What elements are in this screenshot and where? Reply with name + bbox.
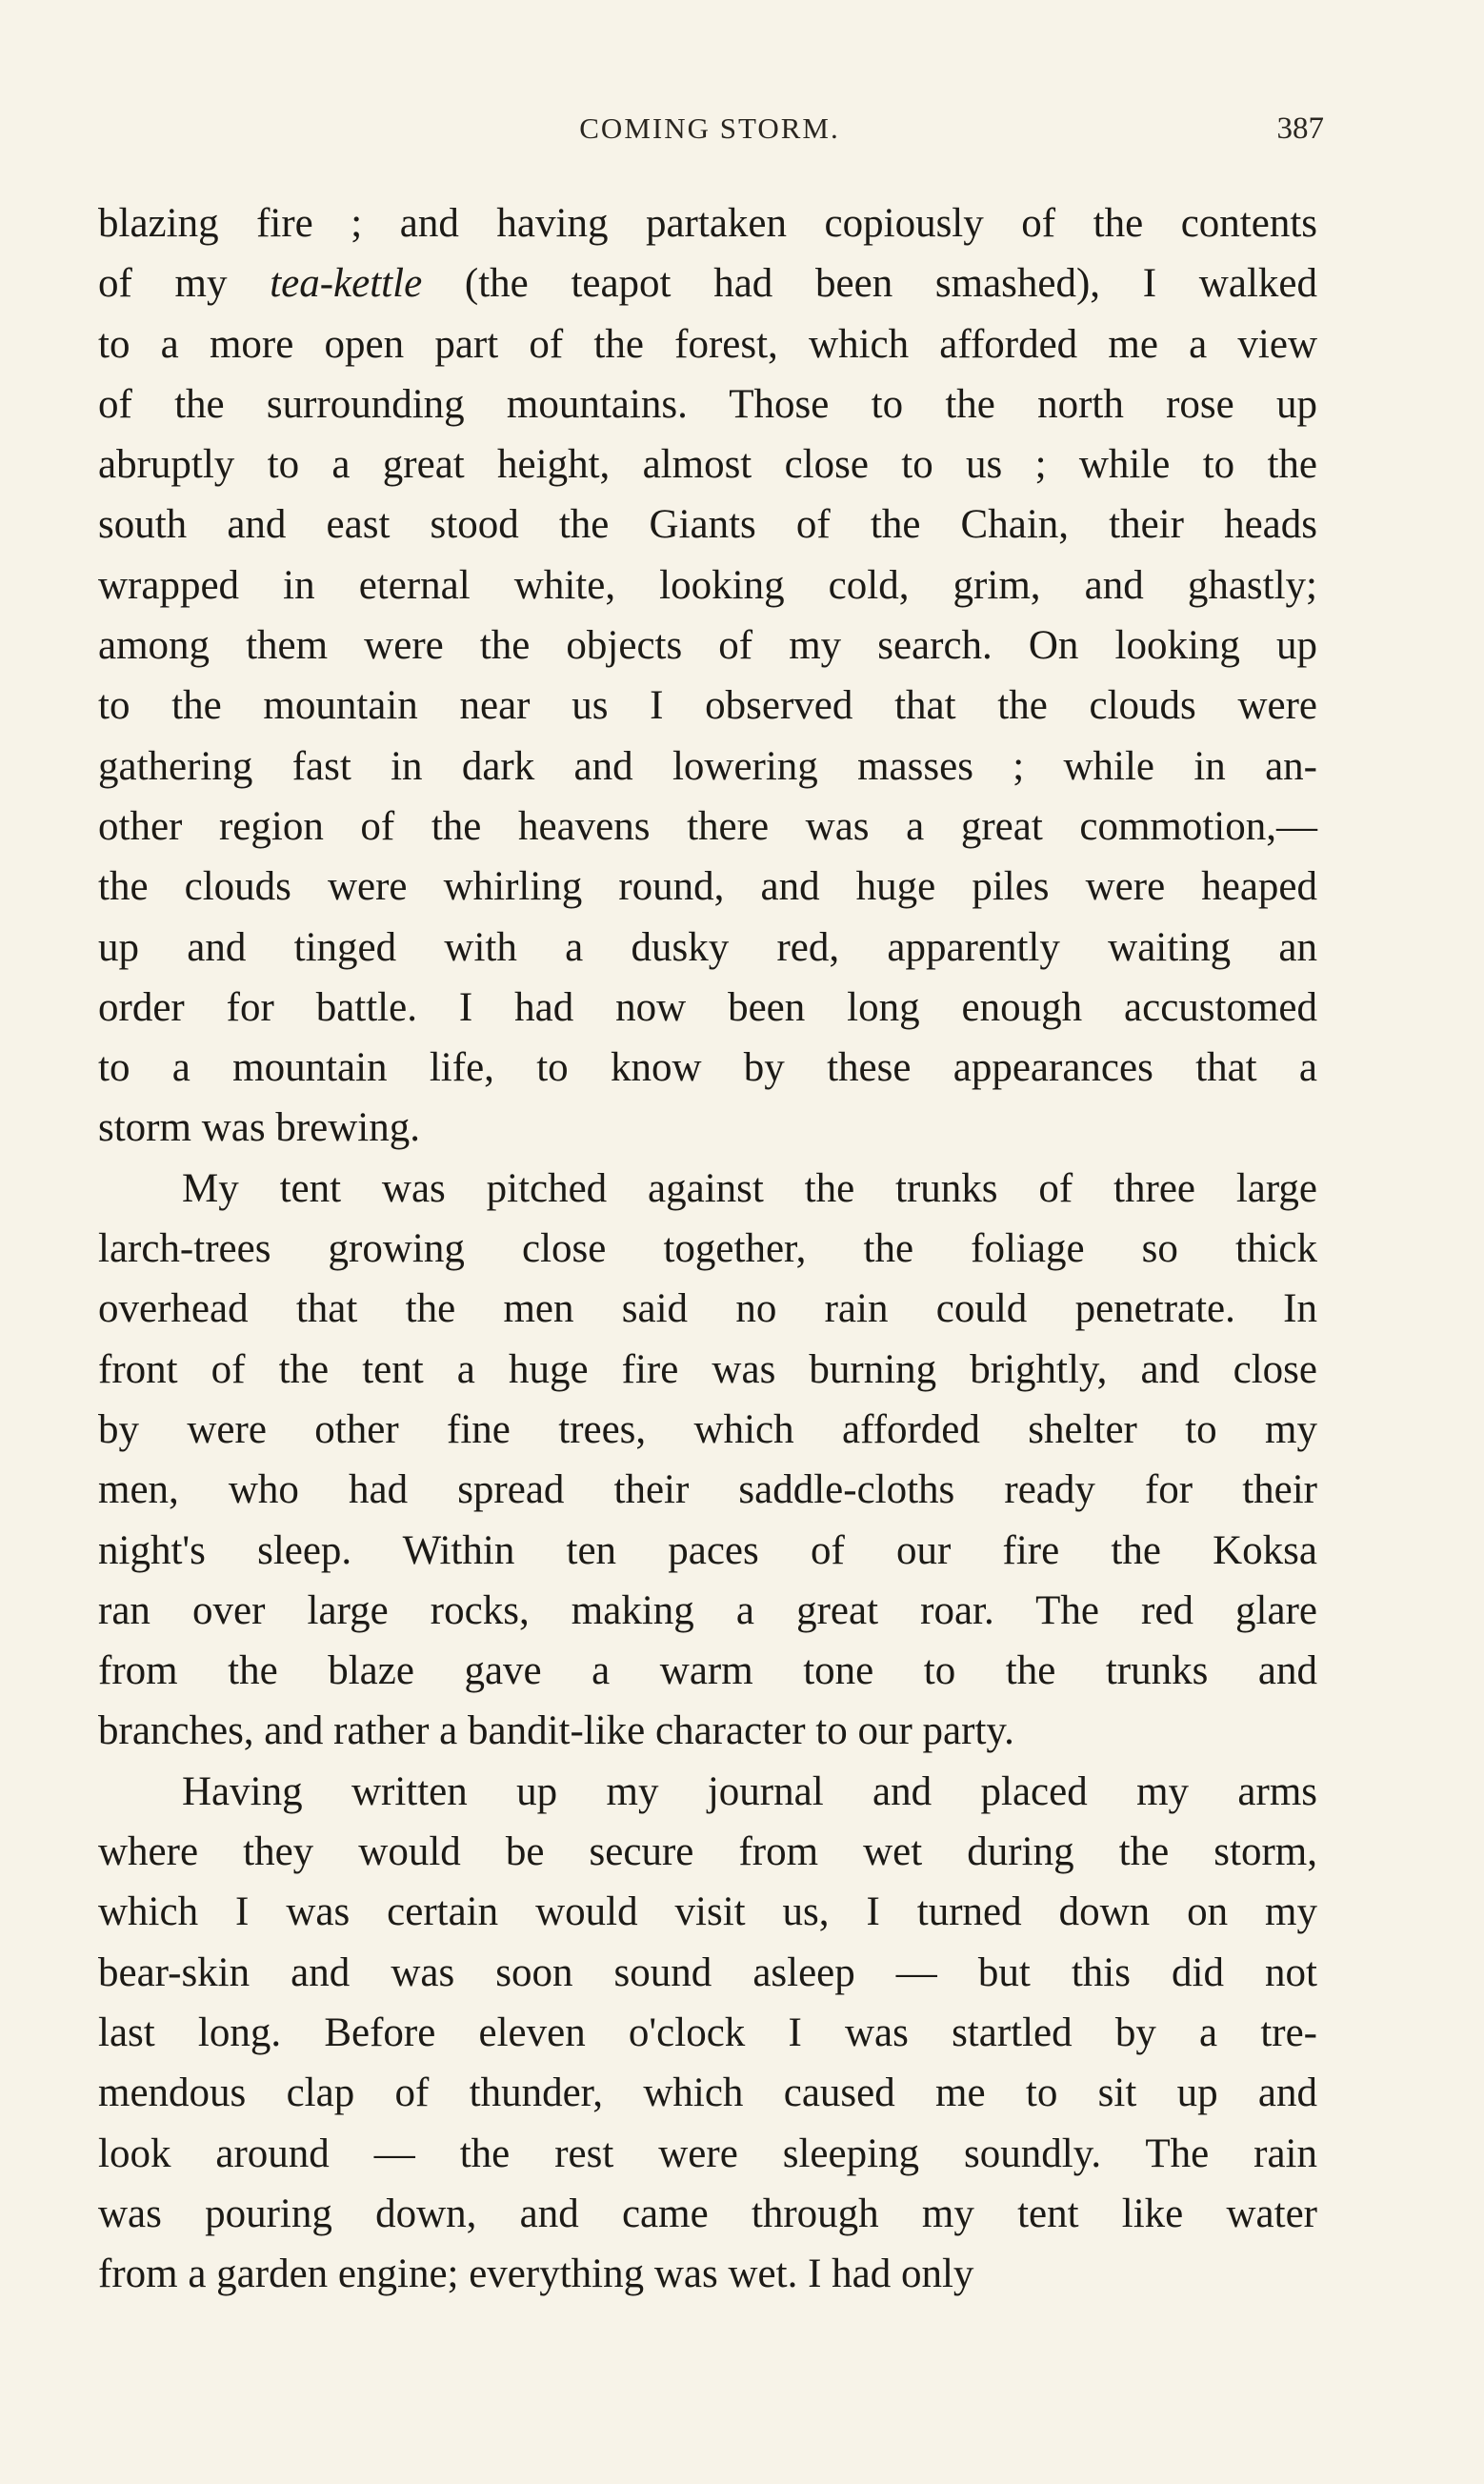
text-run: front of the tent a huge fire was burning brightly, and close xyxy=(98,1346,1317,1392)
text-line xyxy=(98,1098,1317,1158)
text-run: larch-trees growing close together, the foliage so thick xyxy=(98,1226,1317,1272)
text-run: from a garden engine; everything was wet. I had only xyxy=(98,2252,974,2297)
text-line xyxy=(98,797,1317,857)
text-line xyxy=(98,374,1317,434)
text-line xyxy=(98,1340,1317,1400)
paragraph xyxy=(98,1159,1317,1762)
running-title: COMING STORM. xyxy=(579,111,840,145)
body-text xyxy=(98,193,1317,2304)
text-line xyxy=(98,1521,1317,1581)
text-line xyxy=(98,555,1317,616)
text-run: look around — the rest were sleeping soundly. The rain xyxy=(98,2131,1317,2176)
text-run: (the teapot had been smashed), I walked xyxy=(422,261,1317,307)
text-line xyxy=(98,918,1317,978)
text-line xyxy=(98,1038,1317,1098)
text-run: among them were the objects of my search. On looking up xyxy=(98,623,1317,669)
text-line xyxy=(98,314,1317,374)
text-run: up and tinged with a dusky red, apparently waiting an xyxy=(98,924,1317,970)
text-run: from the blaze gave a warm tone to the trunks and xyxy=(98,1648,1317,1694)
text-line xyxy=(98,1701,1317,1761)
text-line xyxy=(98,1822,1317,1882)
text-line xyxy=(98,1641,1317,1701)
text-line xyxy=(98,1762,1317,1822)
text-line xyxy=(98,737,1317,797)
text-run: My tent was pitched against the trunks of three large xyxy=(182,1165,1317,1211)
text-line xyxy=(98,434,1317,495)
text-run: was pouring down, and came through my tent like water xyxy=(98,2191,1317,2236)
text-run: mendous clap of thunder, which caused me to sit up and xyxy=(98,2070,1317,2116)
text-run: where they would be secure from wet during the storm, xyxy=(98,1829,1317,1875)
text-line xyxy=(98,857,1317,917)
text-run: by were other fine trees, which afforded shelter to my xyxy=(98,1406,1317,1452)
text-line xyxy=(98,676,1317,736)
text-line xyxy=(98,616,1317,676)
text-line xyxy=(98,1943,1317,2003)
text-run: Having written up my journal and placed my arms xyxy=(182,1768,1317,1814)
text-run: wrapped in eternal white, looking cold, grim, and ghastly; xyxy=(98,562,1317,608)
text-line xyxy=(98,2063,1317,2123)
running-header xyxy=(95,111,1324,159)
text-run: south and east stood the Giants of the Chain, their heads xyxy=(98,502,1317,548)
text-run: last long. Before eleven o'clock I was startled by a tre- xyxy=(98,2009,1317,2055)
text-run: other region of the heavens there was a great commotion,— xyxy=(98,803,1317,849)
text-run: men, who had spread their saddle-cloths ready for their xyxy=(98,1467,1317,1513)
text-run: the clouds were whirling round, and huge piles were heaped xyxy=(98,864,1317,910)
text-run: order for battle. I had now been long enough accustomed xyxy=(98,984,1317,1030)
text-line xyxy=(98,193,1317,253)
text-line xyxy=(98,1581,1317,1641)
text-run: blazing fire ; and having partaken copiously of the contents xyxy=(98,201,1317,246)
paragraph xyxy=(98,193,1317,1159)
text-line xyxy=(98,2244,1317,2304)
text-line xyxy=(98,2124,1317,2184)
page-number: 387 xyxy=(1276,111,1324,146)
text-run: to a more open part of the forest, which afforded me a view xyxy=(98,321,1317,367)
text-run: overhead that the men said no rain could penetrate. In xyxy=(98,1286,1317,1332)
text-line xyxy=(98,1400,1317,1460)
text-line xyxy=(98,253,1317,313)
text-run: storm was brewing. xyxy=(98,1105,420,1151)
text-line xyxy=(98,1882,1317,1942)
text-line xyxy=(98,2003,1317,2063)
text-run: bear-skin and was soon sound asleep — but this did not xyxy=(98,1949,1317,1995)
paragraph xyxy=(98,1762,1317,2305)
italic-text: tea-kettle xyxy=(270,261,423,307)
text-run: gathering fast in dark and lowering masses ; while in an- xyxy=(98,743,1317,789)
text-run: to a mountain life, to know by these appearances that a xyxy=(98,1045,1317,1091)
text-line xyxy=(98,1279,1317,1339)
text-run: abruptly to a great height, almost close to us ; while to the xyxy=(98,442,1317,488)
text-line xyxy=(98,1219,1317,1279)
text-line xyxy=(98,2184,1317,2244)
text-run: of the surrounding mountains. Those to the north rose up xyxy=(98,381,1317,427)
text-run: of my xyxy=(98,261,271,307)
text-line xyxy=(98,1460,1317,1520)
text-run: branches, and rather a bandit-like character to our party. xyxy=(98,1708,1014,1754)
text-run: to the mountain near us I observed that the clouds were xyxy=(98,683,1317,729)
text-line xyxy=(98,978,1317,1038)
text-line xyxy=(98,495,1317,555)
text-run: night's sleep. Within ten paces of our fire the Koksa xyxy=(98,1527,1317,1573)
text-run: ran over large rocks, making a great roar. The red glare xyxy=(98,1587,1317,1633)
text-run: which I was certain would visit us, I turned down on my xyxy=(98,1889,1317,1935)
text-line xyxy=(98,1159,1317,1219)
